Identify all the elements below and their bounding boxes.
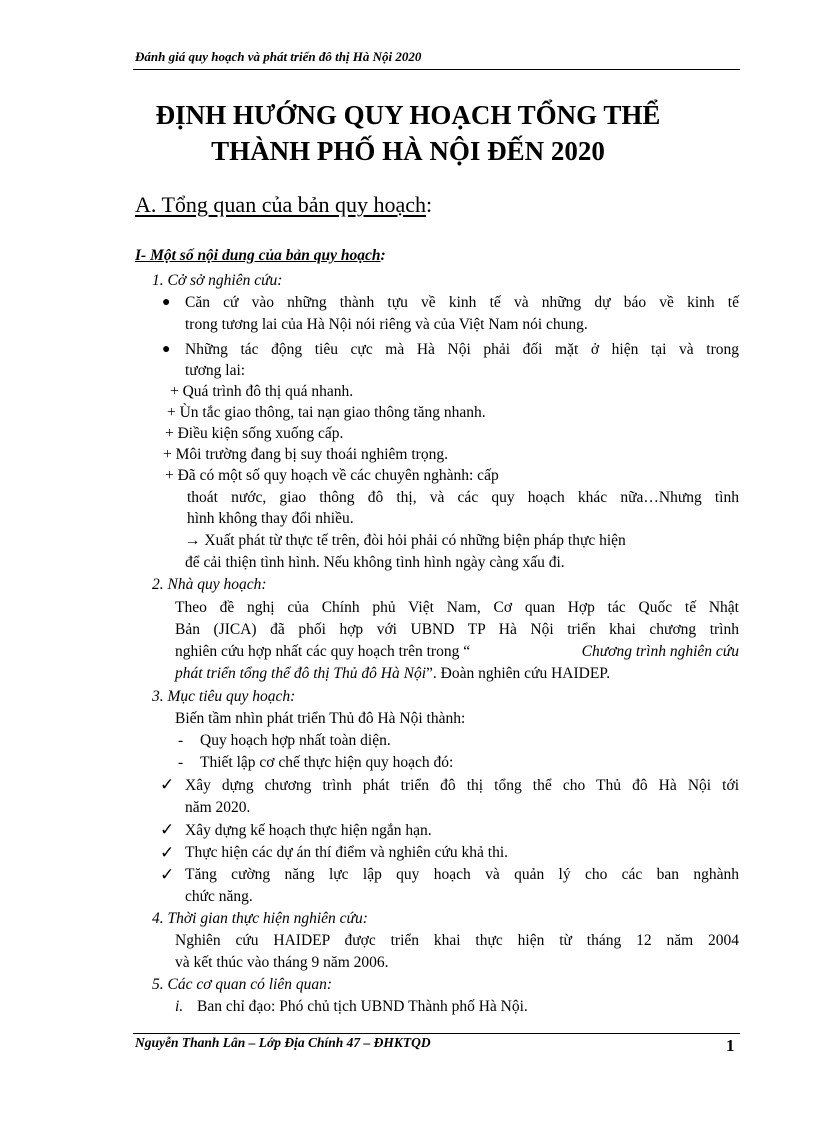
s5-heading: 5. Các cơ quan có liên quan: (152, 976, 333, 993)
bullet-icon: ● (162, 295, 171, 310)
s3-intro: Biến tầm nhìn phát triển Thủ đô Hà Nội thành: (175, 710, 466, 727)
s1-arrow-line2: để cải thiện tình hình. Nếu không tình hình ngày càng xấu đi. (185, 554, 565, 571)
header-title: Đánh giá quy hoạch và phát triển đô thị Hà Nội 2020 (135, 49, 422, 64)
section-a-label: A. Tổng quan của bản quy hoạch (135, 192, 427, 217)
check-icon: ✓ (160, 820, 175, 839)
s4-line2: và kết thúc vào tháng 9 năm 2006. (175, 954, 389, 971)
s2-line4-a: phát triển tổng thể đô thị Thủ đô Hà Nội (175, 665, 427, 682)
s2-line3 (175, 642, 739, 662)
s4-heading: 4. Thời gian thực hiện nghiên cứu: (152, 910, 368, 927)
s3-check-3: Thực hiện các dự án thí điểm và nghiên cứu khả thi. (185, 844, 509, 861)
s3-check-1-line1: Xây dựng chương trình phát triển đô thị tổng thể cho Thủ đô Hà Nội tới (185, 777, 739, 794)
section-i-heading (135, 247, 386, 265)
s3-check-1-line2: năm 2020. (185, 799, 251, 816)
s4-line1: Nghiên cứu HAIDEP được triển khai thực hiện từ tháng 12 năm 2004 (175, 932, 739, 949)
s1-bullet1-line1: Căn cứ vào những thành tựu về kinh tế và những dự báo về kinh tế (185, 294, 739, 311)
s1-arrow-line1: → Xuất phát từ thực tế trên, đòi hỏi phải có những biện pháp thực hiện (185, 532, 626, 549)
s1-heading: 1. Cở sở nghiên cứu: (152, 272, 283, 289)
s1-plus-1: + Quá trình đô thị quá nhanh. (170, 383, 354, 400)
s2-heading: 2. Nhà quy hoạch: (152, 576, 267, 593)
document-title-line-1: ĐỊNH HƯỚNG QUY HOẠCH TỔNG THỂ (155, 100, 661, 130)
footer-author: Nguyễn Thanh Lân – Lớp Địa Chính 47 – ĐHKTQD (135, 1035, 431, 1050)
page-number: 1 (726, 1036, 735, 1055)
s1-plus-3: + Điều kiện sống xuống cấp. (165, 425, 344, 442)
section-a-colon: : (426, 192, 433, 217)
s2-line4 (175, 664, 610, 684)
s2-line3-a: nghiên cứu hợp nhất các quy hoạch trên trong “ (175, 643, 471, 660)
header-rule (133, 69, 740, 70)
bullet-icon: ● (162, 342, 171, 357)
dash-icon: - (178, 732, 184, 749)
s1-bullet2-line1: Những tác động tiêu cực mà Hà Nội phải đối mặt ở hiện tại và trong (185, 341, 739, 358)
check-icon: ✓ (160, 843, 175, 862)
check-icon: ✓ (160, 775, 175, 794)
dash-icon: - (178, 754, 184, 771)
s3-heading: 3. Mục tiêu quy hoạch: (152, 688, 296, 705)
section-i-colon: : (380, 247, 386, 264)
footer-rule (133, 1033, 740, 1034)
s1-plus-5-line2: thoát nước, giao thông đô thị, và các quy hoạch khác nữa…Nhưng tình (187, 489, 739, 506)
s2-line2: Bản (JICA) đã phối hợp với UBND TP Hà Nội triển khai chương trình (175, 621, 739, 638)
section-a-heading (135, 192, 432, 218)
s3-check-4-line2: chức năng. (185, 888, 253, 905)
s1-plus-2: + Ùn tắc giao thông, tai nạn giao thông tăng nhanh. (167, 404, 486, 421)
s1-plus-5-line3: hình không thay đổi nhiều. (187, 510, 354, 527)
s1-plus-5: + Đã có một số quy hoạch về các chuyên nghành: cấp (165, 467, 499, 484)
check-icon: ✓ (160, 865, 175, 884)
s2-line4-b: ”. Đoàn nghiên cứu HAIDEP. (426, 665, 611, 682)
s2-line3-b: Chương trình nghiên cứu (581, 643, 739, 660)
s3-dash-2: Thiết lập cơ chế thực hiện quy hoạch đó: (200, 754, 454, 771)
s1-plus-4: + Môi trường đang bị suy thoái nghiêm trọng. (163, 446, 448, 463)
s3-check-4-line1: Tăng cường năng lực lập quy hoạch và quản lý cho các ban nghành (185, 866, 739, 883)
document-title-line-2: THÀNH PHỐ HÀ NỘI ĐẾN 2020 (211, 136, 605, 166)
s1-bullet2-line2: tương lai: (185, 362, 246, 379)
s3-check-2: Xây dựng kế hoạch thực hiện ngắn hạn. (185, 822, 432, 839)
s2-line1: Theo đề nghị của Chính phủ Việt Nam, Cơ quan Hợp tác Quốc tế Nhật (175, 599, 739, 616)
s3-dash-1: Quy hoạch hợp nhất toàn diện. (200, 732, 391, 749)
section-i-label: I- Một số nội dung của bản quy hoạch (135, 247, 381, 264)
s5-i-marker: i. (175, 998, 184, 1015)
s5-i-text: Ban chỉ đạo: Phó chủ tịch UBND Thành phố Hà Nội. (197, 998, 528, 1015)
s1-bullet1-line2: trong tương lai của Hà Nội nói riêng và của Việt Nam nói chung. (185, 316, 588, 333)
